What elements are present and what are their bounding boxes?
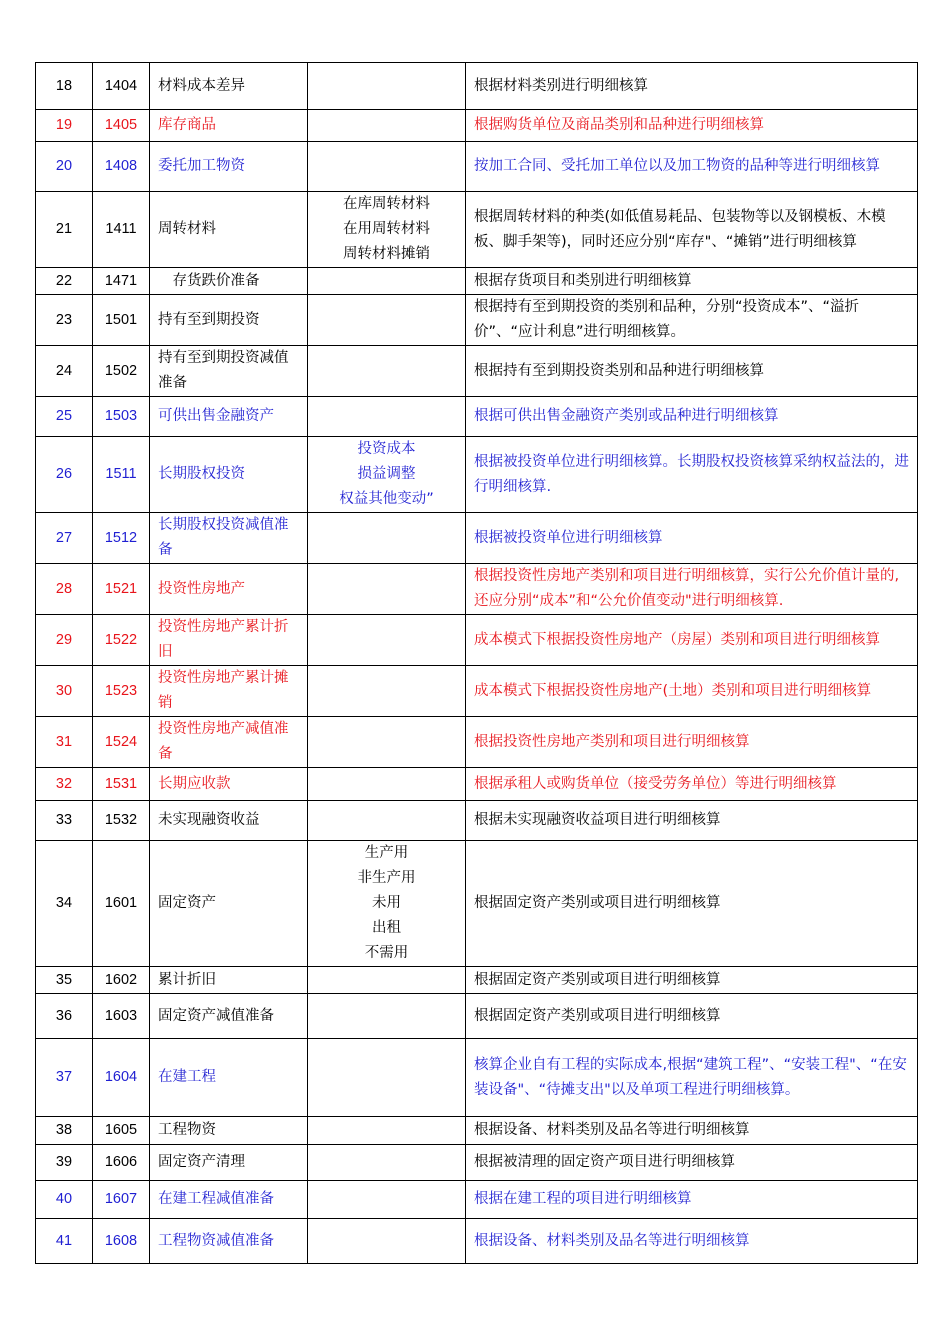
sub-account-cell [308,110,466,142]
sub-account-cell [308,801,466,841]
accounting-method-cell: 根据被清理的固定资产项目进行明细核算 [466,1145,918,1181]
table-row [36,437,918,513]
account-name-cell: 长期应收款 [150,768,308,801]
account-name-cell: 在建工程减值准备 [150,1181,308,1219]
accounting-method-cell: 根据设备、材料类别及品名等进行明细核算 [466,1219,918,1264]
accounting-method-cell: 成本模式下根据投资性房地产（房屋）类别和项目进行明细核算 [466,615,918,666]
table-row [36,841,918,967]
sub-account-item: 生产用 [364,845,409,861]
table-row [36,717,918,768]
accounting-method-cell: 根据持有至到期投资的类别和品种，分别“投资成本”、“溢折价”、“应计利息”进行明细核算。 [466,295,918,346]
sub-account-item: 权益其他变动” [339,491,434,507]
account-name-cell: 固定资产清理 [150,1145,308,1181]
account-name-cell: 库存商品 [150,110,308,142]
account-name-cell: 投资性房地产 [150,564,308,615]
sub-account-item: 在用周转材料 [343,221,430,237]
account-code-cell: 1602 [93,967,150,994]
row-number-cell: 26 [36,437,93,513]
row-number-cell: 23 [36,295,93,346]
account-name-cell: 工程物资 [150,1117,308,1145]
sub-account-cell [308,1219,466,1264]
table-row [36,142,918,192]
account-code-cell: 1503 [93,397,150,437]
account-name-cell: 可供出售金融资产 [150,397,308,437]
row-number-cell: 22 [36,268,93,295]
account-code-cell: 1532 [93,801,150,841]
accounting-method-cell: 根据周转材料的种类(如低值易耗品、包装物等以及钢模板、木模板、脚手架等)，同时还应分别“库存"、“摊销”进行明细核算 [466,192,918,268]
row-number-cell: 31 [36,717,93,768]
sub-account-item: 未用 [372,895,401,911]
account-code-cell: 1603 [93,994,150,1039]
account-code-cell: 1524 [93,717,150,768]
account-code-cell: 1605 [93,1117,150,1145]
sub-account-cell [308,268,466,295]
account-code-cell: 1411 [93,192,150,268]
account-code-cell: 1606 [93,1145,150,1181]
sub-account-cell [308,994,466,1039]
account-name-cell: 工程物资减值准备 [150,1219,308,1264]
account-code-cell: 1501 [93,295,150,346]
row-number-cell: 39 [36,1145,93,1181]
sub-account-cell [308,1145,466,1181]
row-number-cell: 30 [36,666,93,717]
row-number-cell: 28 [36,564,93,615]
table-row [36,268,918,295]
sub-account-cell [308,1117,466,1145]
table-row [36,192,918,268]
table-row [36,801,918,841]
account-name-cell: 累计折旧 [150,967,308,994]
row-number-cell: 19 [36,110,93,142]
sub-account-cell [308,841,466,967]
accounting-method-cell: 根据投资性房地产类别和项目进行明细核算 [466,717,918,768]
table-body [36,63,918,1264]
accounting-method-cell: 按加工合同、受托加工单位以及加工物资的品种等进行明细核算 [466,142,918,192]
table-row [36,1181,918,1219]
sub-account-item: 不需用 [364,945,409,961]
table-row [36,110,918,142]
accounting-method-cell: 根据购货单位及商品类别和品种进行明细核算 [466,110,918,142]
accounting-method-cell: 根据被投资单位进行明细核算 [466,513,918,564]
row-number-cell: 29 [36,615,93,666]
account-code-cell: 1511 [93,437,150,513]
account-code-cell: 1471 [93,268,150,295]
row-number-cell: 18 [36,63,93,110]
account-name-cell: 未实现融资收益 [150,801,308,841]
account-code-cell: 1607 [93,1181,150,1219]
table-row [36,564,918,615]
accounting-method-cell: 根据固定资产类别或项目进行明细核算 [466,994,918,1039]
account-name-cell: 投资性房地产累计折旧 [150,615,308,666]
account-name-cell: 长期股权投资 [150,437,308,513]
table-row [36,1145,918,1181]
sub-account-cell [308,967,466,994]
table-row [36,1219,918,1264]
account-code-cell: 1522 [93,615,150,666]
table-row [36,666,918,717]
table-row [36,967,918,994]
accounting-method-cell: 根据材料类别进行明细核算 [466,63,918,110]
sub-account-cell [308,346,466,397]
account-code-cell: 1405 [93,110,150,142]
account-name-cell: 固定资产减值准备 [150,994,308,1039]
sub-account-item: 出租 [372,920,401,936]
account-code-cell: 1521 [93,564,150,615]
sub-account-item: 非生产用 [357,870,416,886]
account-code-cell: 1604 [93,1039,150,1117]
sub-account-cell [308,564,466,615]
account-name-cell: 投资性房地产减值准备 [150,717,308,768]
sub-account-cell [308,1039,466,1117]
row-number-cell: 33 [36,801,93,841]
account-code-cell: 1408 [93,142,150,192]
account-code-cell: 1523 [93,666,150,717]
accounting-method-cell: 根据固定资产类别或项目进行明细核算 [466,841,918,967]
account-code-cell: 1502 [93,346,150,397]
sub-account-cell [308,513,466,564]
row-number-cell: 21 [36,192,93,268]
account-detail-table [35,62,918,1264]
account-code-cell: 1404 [93,63,150,110]
accounting-method-cell: 根据持有至到期投资类别和品种进行明细核算 [466,346,918,397]
sub-account-item: 投资成本 [357,441,416,457]
table-row [36,346,918,397]
accounting-method-cell: 根据投资性房地产类别和项目进行明细核算，实行公允价值计量的,还应分别“成本”和“公允价值变动"进行明细核算. [466,564,918,615]
sub-account-cell [308,615,466,666]
table-row [36,513,918,564]
sub-account-cell [308,666,466,717]
row-number-cell: 41 [36,1219,93,1264]
sub-account-cell [308,295,466,346]
sub-account-cell [308,717,466,768]
row-number-cell: 35 [36,967,93,994]
row-number-cell: 38 [36,1117,93,1145]
accounting-method-cell: 根据可供出售金融资产类别或品种进行明细核算 [466,397,918,437]
sub-account-cell [308,1181,466,1219]
account-name-cell: 存货跌价准备 [150,268,308,295]
row-number-cell: 27 [36,513,93,564]
account-code-cell: 1531 [93,768,150,801]
account-name-cell: 持有至到期投资 [150,295,308,346]
table-row [36,397,918,437]
sub-account-cell [308,768,466,801]
account-name-cell: 长期股权投资减值准备 [150,513,308,564]
row-number-cell: 40 [36,1181,93,1219]
account-name-cell: 持有至到期投资减值准备 [150,346,308,397]
row-number-cell: 24 [36,346,93,397]
table-row [36,295,918,346]
sub-account-item: 周转材料摊销 [343,246,430,262]
accounting-method-cell: 根据在建工程的项目进行明细核算 [466,1181,918,1219]
sub-account-cell [308,63,466,110]
sub-account-item: 在库周转材料 [343,196,430,212]
account-name-cell: 材料成本差异 [150,63,308,110]
row-number-cell: 25 [36,397,93,437]
row-number-cell: 20 [36,142,93,192]
sub-account-cell [308,192,466,268]
table-row [36,63,918,110]
row-number-cell: 32 [36,768,93,801]
accounting-method-cell: 核算企业自有工程的实际成本,根据“建筑工程”、“安装工程"、“在安装设备"、“待摊支出"以及单项工程进行明细核算。 [466,1039,918,1117]
account-code-cell: 1512 [93,513,150,564]
accounting-method-cell: 根据承租人或购货单位（接受劳务单位）等进行明细核算 [466,768,918,801]
accounting-method-cell: 成本模式下根据投资性房地产(土地）类别和项目进行明细核算 [466,666,918,717]
sub-account-cell [308,397,466,437]
accounting-method-cell: 根据被投资单位进行明细核算。长期股权投资核算采纳权益法的，进行明细核算. [466,437,918,513]
account-name-cell: 在建工程 [150,1039,308,1117]
sub-account-cell [308,142,466,192]
table-row [36,994,918,1039]
table-row [36,768,918,801]
account-name-cell: 投资性房地产累计摊销 [150,666,308,717]
row-number-cell: 37 [36,1039,93,1117]
account-code-cell: 1601 [93,841,150,967]
table-row [36,1039,918,1117]
account-code-cell: 1608 [93,1219,150,1264]
accounting-method-cell: 根据固定资产类别或项目进行明细核算 [466,967,918,994]
row-number-cell: 34 [36,841,93,967]
sub-account-item: 损益调整 [357,466,416,482]
table-row [36,615,918,666]
account-name-cell: 委托加工物资 [150,142,308,192]
accounting-method-cell: 根据设备、材料类别及品名等进行明细核算 [466,1117,918,1145]
account-name-cell: 周转材料 [150,192,308,268]
row-number-cell: 36 [36,994,93,1039]
sub-account-cell [308,437,466,513]
accounting-method-cell: 根据未实现融资收益项目进行明细核算 [466,801,918,841]
table-row [36,1117,918,1145]
account-name-cell: 固定资产 [150,841,308,967]
accounting-method-cell: 根据存货项目和类别进行明细核算 [466,268,918,295]
